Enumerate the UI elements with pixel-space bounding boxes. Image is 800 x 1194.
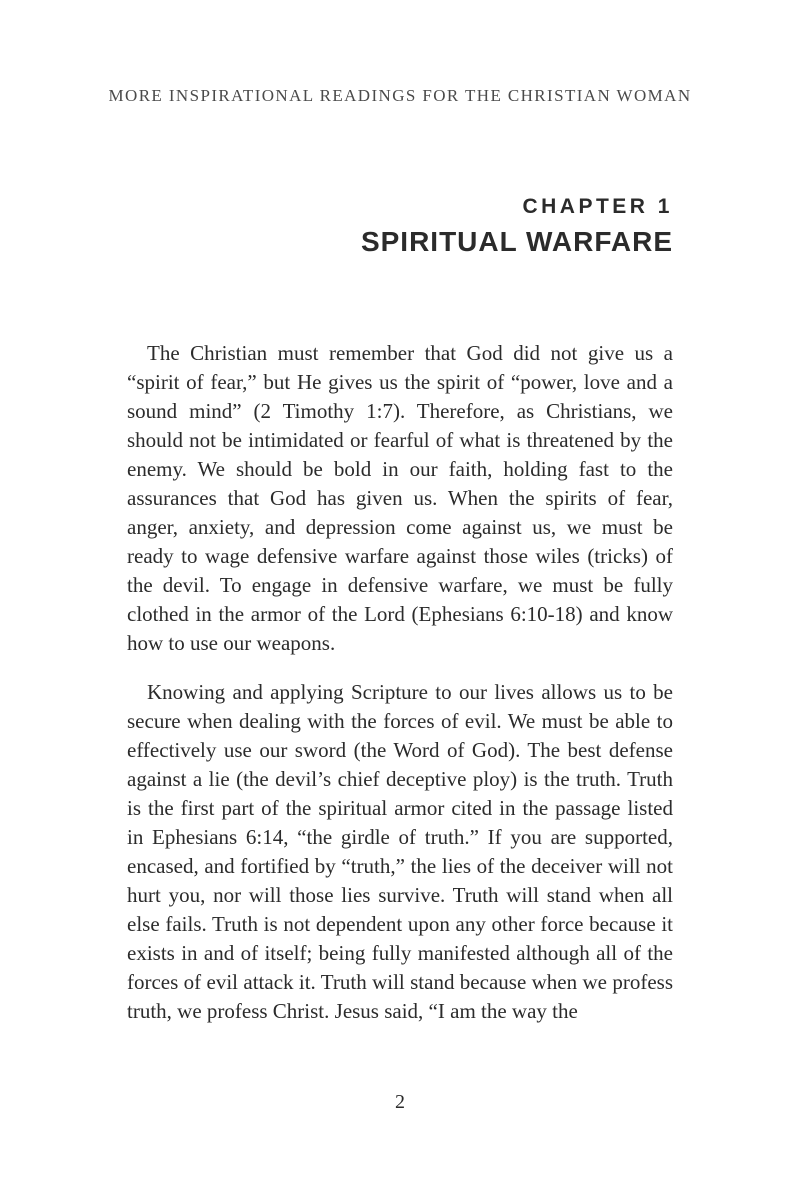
paragraph-2: Knowing and applying Scripture to our lives allows us to be secure when dealing with the forces of evil. We must be able to effectively use our sword (the Word of God). The best defense against a lie (the devil’s chief deceptive ploy) is the truth. Truth is the first part of the spiritual armor cited in the passage listed in Ephesians 6:14, “the girdle of truth.” If you are supported, encased, and fortified by “truth,” the lies of the deceiver will not hurt you, nor will those lies survive. Truth will stand when all else fails. Truth is not dependent upon any other force because it exists in and of itself; being fully manifested although all of the forces of evil attack it. Truth will stand because when we profess truth, we profess Christ. Jesus said, “I am the way the — [127, 680, 673, 1023]
body-text — [127, 339, 673, 1046]
chapter-number: CHAPTER 1 — [522, 195, 673, 218]
chapter-heading-block — [361, 196, 673, 256]
paragraph-1: The Christian must remember that God did not give us a “spirit of fear,” but He gives us the spirit of “power, love and a sound mind” (2 Timothy 1:7). Therefore, as Christians, we should not be intimidated or fearful of what is threatened by the enemy. We should be bold in our faith, holding fast to the assurances that God has given us. When the spirits of fear, anger, anxiety, and depression come against us, we must be ready to wage defensive warfare against those wiles (tricks) of the devil. To engage in defensive warfare, we must be fully clothed in the armor of the Lord (Ephesians 6:10-18) and know how to use our weapons. — [127, 341, 673, 655]
page-number: 2 — [395, 1091, 405, 1113]
chapter-title: SPIRITUAL WARFARE — [360, 226, 673, 257]
running-header: MORE INSPIRATIONAL READINGS FOR THE CHRISTIAN WOMAN — [108, 86, 692, 105]
